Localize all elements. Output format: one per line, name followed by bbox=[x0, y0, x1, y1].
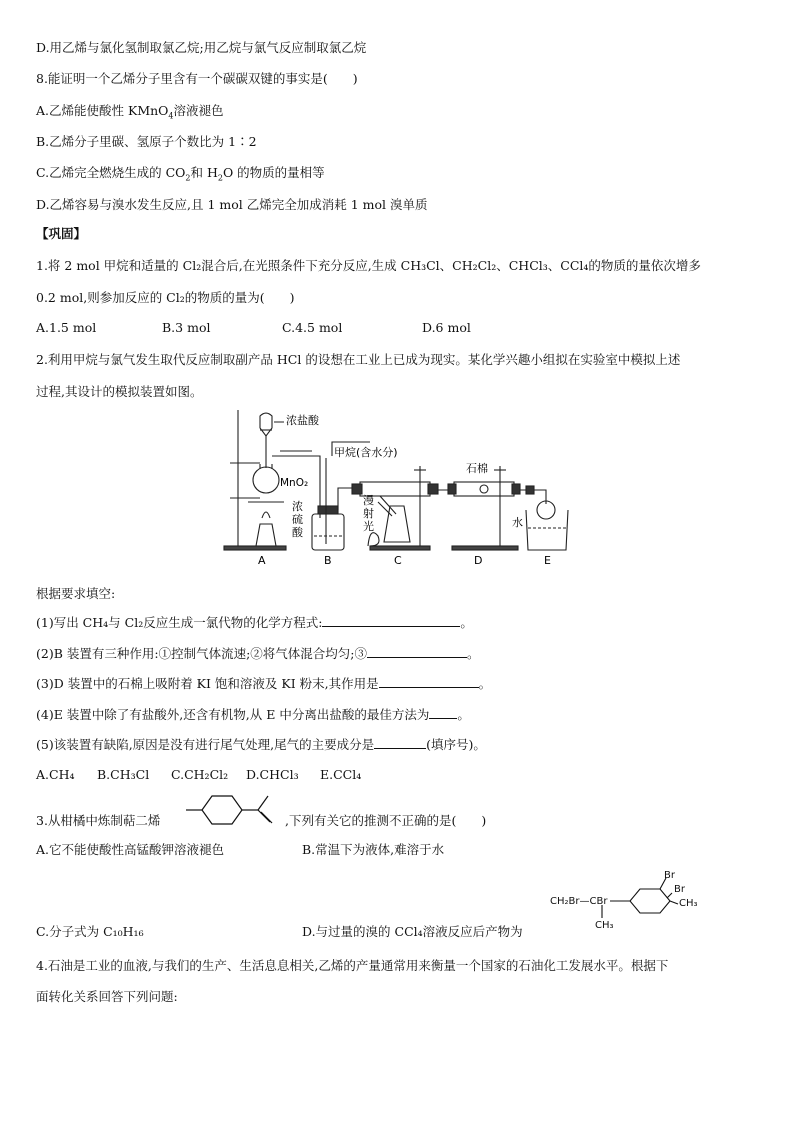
g3-option-a: A.它不能使酸性高锰酸钾溶液褪色 bbox=[36, 842, 225, 857]
blank-2[interactable] bbox=[367, 645, 467, 658]
fill-4: (4)E 装置中除了有盐酸外,还含有机物,从 E 中分离出盐酸的最佳方法为 。 bbox=[36, 707, 470, 722]
beaker-e bbox=[526, 510, 568, 550]
struct-left-group: CH₂Br—CBr bbox=[550, 896, 608, 907]
fill-2: (2)B 装置有三种作用:①控制气体流速;②将气体混合均匀;③ 。 bbox=[36, 646, 480, 661]
struct-br-top: Br bbox=[664, 870, 675, 881]
stand-base-a bbox=[224, 546, 286, 550]
bromide-structure bbox=[550, 868, 720, 938]
g3-option-d: D.与过量的溴的 CCl₄溶液反应后产物为 bbox=[302, 924, 523, 939]
g3-stem-pre: 3.从柑橘中炼制萜二烯 bbox=[36, 813, 161, 828]
section-heading: 【巩固】 bbox=[36, 226, 87, 241]
alcohol-lamp bbox=[256, 524, 276, 546]
g1-option-d: D.6 mol bbox=[422, 320, 471, 335]
apparatus-figure bbox=[220, 406, 580, 568]
label-light-2: 射 bbox=[363, 507, 374, 520]
struct-bottom-ch3: CH₃ bbox=[595, 920, 614, 931]
g1-stem-line1: 1.将 2 mol 甲烷和适量的 Cl₂混合后,在光照条件下充分反应,生成 CH₃Cl、CH₂Cl₂、CHCl₃、CCl₄的物质的量依次增多 bbox=[36, 258, 701, 273]
blank-4[interactable] bbox=[429, 706, 457, 719]
blank-3[interactable] bbox=[379, 675, 479, 688]
label-h2so4-3: 酸 bbox=[292, 526, 303, 539]
apparatus-label-b: B bbox=[324, 554, 332, 567]
label-hcl: 浓盐酸 bbox=[286, 414, 319, 427]
q8-option-a: A.乙烯能使酸性 KMnO$_4$溶液褪色 bbox=[36, 103, 224, 121]
fill-1: (1)写出 CH₄与 Cl₂反应生成一氯代物的化学方程式: 。 bbox=[36, 615, 473, 630]
f5-option-a: A.CH₄ bbox=[36, 767, 75, 782]
dropping-funnel bbox=[260, 413, 272, 436]
g4-stem-line1: 4.石油是工业的血液,与我们的生产、生活息息相关,乙烯的产量通常用来衡量一个国家的石油化工发展水平。根据下 bbox=[36, 958, 669, 973]
q8-option-d: D.乙烯容易与溴水发生反应,且 1 mol 乙烯完全加成消耗 1 mol 溴单质 bbox=[36, 197, 428, 212]
blank-1[interactable] bbox=[322, 614, 460, 627]
g1-option-c: C.4.5 mol bbox=[282, 320, 343, 335]
fill-intro: 根据要求填空: bbox=[36, 586, 116, 601]
flask-a bbox=[253, 467, 279, 493]
label-light-1: 漫 bbox=[363, 494, 374, 507]
label-water: 水 bbox=[512, 516, 523, 529]
apparatus-label-e: E bbox=[544, 554, 551, 567]
struct-ch3-right: CH₃ bbox=[679, 898, 698, 909]
g4-stem-line2: 面转化关系回答下列问题: bbox=[36, 989, 178, 1004]
g1-option-a: A.1.5 mol bbox=[36, 320, 97, 335]
tube-d bbox=[454, 482, 514, 496]
g3-option-b: B.常温下为液体,难溶于水 bbox=[302, 842, 445, 857]
asbestos-plug bbox=[480, 485, 488, 493]
bottle-b bbox=[312, 514, 344, 550]
g1-stem-line2: 0.2 mol,则参加反应的 Cl₂的物质的量为( ) bbox=[36, 290, 295, 305]
f5-option-c: C.CH₂Cl₂ bbox=[171, 767, 229, 782]
g3-option-c: C.分子式为 C₁₀H₁₆ bbox=[36, 924, 144, 939]
g2-stem-line2: 过程,其设计的模拟装置如图。 bbox=[36, 384, 203, 399]
label-h2so4-1: 浓 bbox=[292, 500, 303, 513]
label-asbestos: 石棉 bbox=[466, 462, 488, 475]
g2-stem-line1: 2.利用甲烷与氯气发生取代反应制取副产品 HCl 的设想在工业上已成为现实。某化学兴趣小组拟在实验室中模拟上述 bbox=[36, 352, 681, 367]
f5-option-b: B.CH₃Cl bbox=[97, 767, 150, 782]
label-light-3: 光 bbox=[363, 520, 374, 533]
q8-option-b: B.乙烯分子里碳、氢原子个数比为 1∶2 bbox=[36, 134, 257, 149]
label-h2so4-2: 硫 bbox=[292, 513, 303, 526]
q8-stem: 8.能证明一个乙烯分子里含有一个碳碳双键的事实是( ) bbox=[36, 71, 358, 86]
apparatus-label-c: C bbox=[394, 554, 402, 567]
blank-5[interactable] bbox=[374, 736, 426, 749]
f5-option-e: E.CCl₄ bbox=[320, 767, 362, 782]
f5-option-d: D.CHCl₃ bbox=[246, 767, 299, 782]
g1-option-b: B.3 mol bbox=[162, 320, 211, 335]
fill-5: (5)该装置有缺陷,原因是没有进行尾气处理,尾气的主要成分是 (填序号)。 bbox=[36, 737, 486, 752]
struct-br-right: Br bbox=[674, 884, 685, 895]
label-methane: 甲烷(含水分) bbox=[334, 446, 398, 459]
label-mno2: MnO₂ bbox=[280, 477, 309, 489]
g3-stem-post: ,下列有关它的推测不正确的是( ) bbox=[285, 813, 487, 828]
apparatus-label-a: A bbox=[258, 554, 266, 567]
apparatus-label-d: D bbox=[474, 554, 483, 567]
fill-3: (3)D 装置中的石棉上吸附着 KI 饱和溶液及 KI 粉末,其作用是 。 bbox=[36, 676, 492, 691]
q8-option-c: C.乙烯完全燃烧生成的 $CO_2$和 $H_2O$ 的物质的量相等 bbox=[36, 165, 325, 183]
terpene-structure bbox=[182, 790, 282, 830]
q7-option-d: D.用乙烯与氯化氢制取氯乙烷;用乙烷与氯气反应制取氯乙烷 bbox=[36, 40, 367, 55]
